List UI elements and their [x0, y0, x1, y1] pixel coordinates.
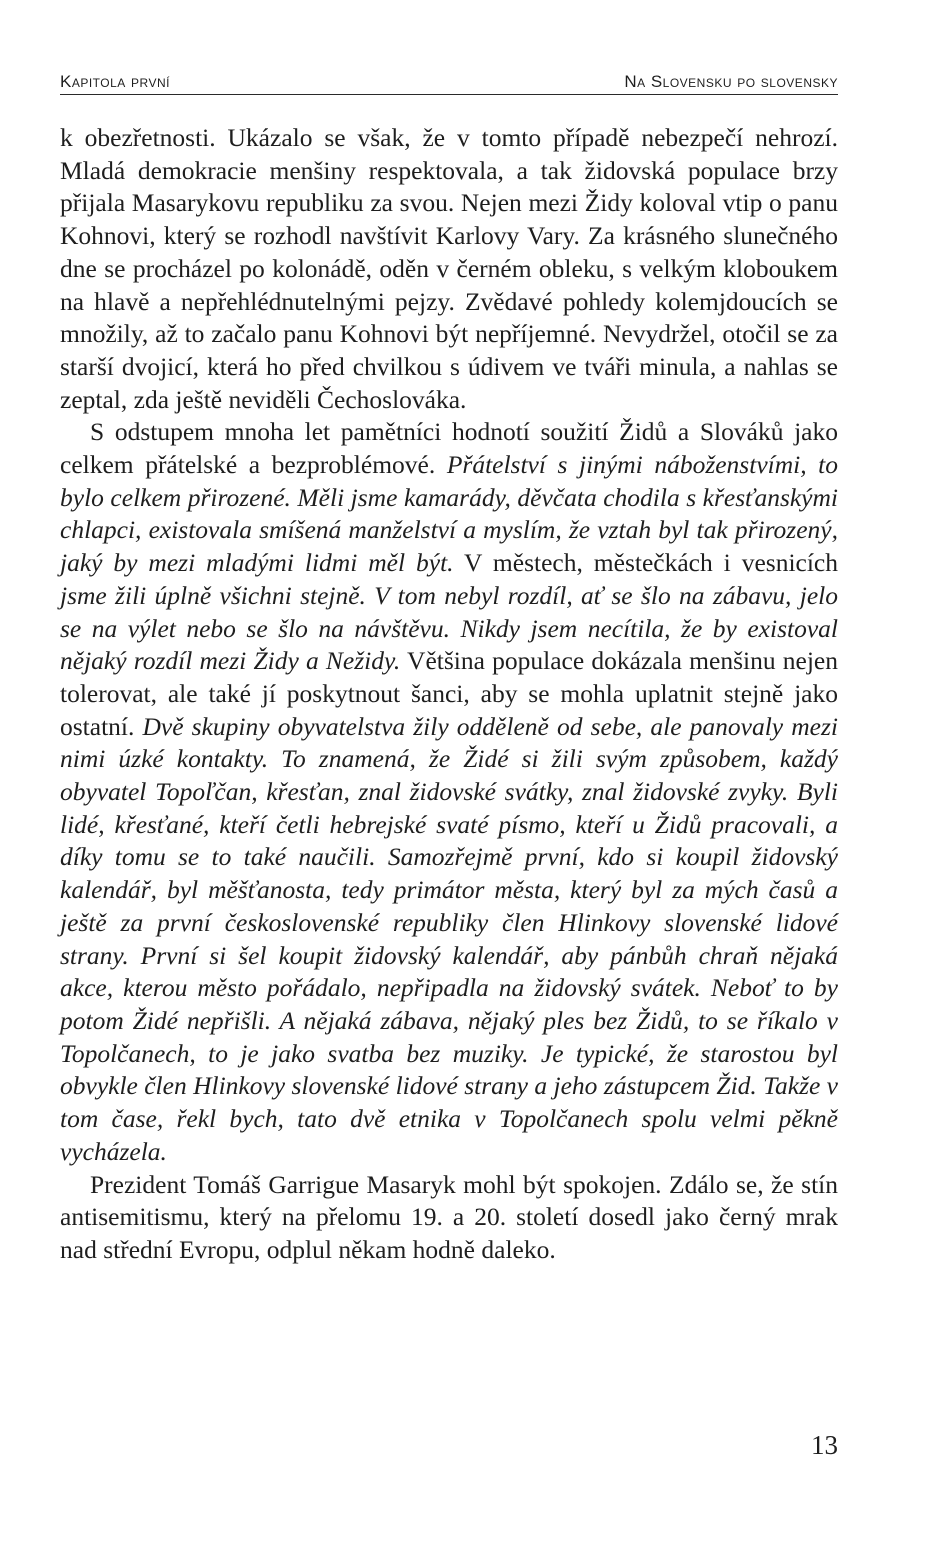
text-run: Prezident Tomáš Garrigue Masaryk mohl být spokojen. Zdálo se, že stín antisemitismu, který na přelomu 19. a 20. století dosedl jako černý mrak nad střední Evropu, odplul někam hodně daleko. [60, 1169, 838, 1264]
text-run: Většina populace dokázala menšinu nejen tolerovat, ale také jí poskytnout šanci, aby se mohla uplatnit stejně jako ostatní. [60, 646, 838, 741]
body-text [60, 122, 838, 1267]
paragraph [60, 416, 838, 1168]
paragraph [60, 122, 838, 416]
italic-quote: jsme žili úplně všichni stejně. V tom nebyl rozdíl, ať se šlo na zábavu, jelo se na výlet nebo se šlo na návštěvu. Nikdy jsem necítila, že by existoval nějaký rozdíl mezi Židy a Nežidy. [60, 580, 838, 676]
italic-quote: Dvě skupiny obyvatelstva žily odděleně od sebe, ale panovaly mezi nimi úzké kontakty. To znamená, že Židé si žili svým způsobem, každý obyvatel Topoľčan, křesťan, znal židovské svátky, znal židovské zvyky. Byli lidé, křesťané, kteří četli hebrejské svaté písmo, kteří u Židů pracovali, a díky tomu se to také naučili. Samozřejmě první, kdo si koupil židovský kalendář, byl měšťanosta, tedy primátor města, který byl za mých časů a ještě za první československé republiky člen Hlinkovy slovenské lidové strany. První si šel koupit židovský kalendář, aby pánbůh chraň nějaká akce, kterou město pořádalo, nepřipadla na židovský svátek. Neboť to by potom Židé nepřišli. A nějaká zábava, nějaký ples bez Židů, to se říkalo v Topolčanech, to je jako svatba bez muziky. Je typické, že starostou byl obvykle člen Hlinkovy slovenské lidové strany a jeho zástupcem Žid. Takže v tom čase, řekl bych, tato dvě etnika v Topolčanech spolu velmi pěkně vycházela. [60, 711, 838, 1166]
text-run: k obezřetnosti. Ukázalo se však, že v tomto případě nebezpečí nehrozí. Mladá demokracie menšiny respektovala, a tak židovská populace brzy přijala Masarykovu republiku za svou. Nejen mezi Židy koloval vtip o panu Kohnovi, který se rozhodl navštívit Karlovy Vary. Za krásného slunečného dne se procházel po kolonádě, oděn v černém obleku, s velkým kloboukem na hlavě a nepřehlédnutelnými pejzy. Zvědavé pohledy kolemjdoucích se množily, až to začalo panu Kohnovi být nepříjemné. Nevydržel, otočil se za starší dvojicí, která ho před chvilkou s údivem ve tváři minula, a nahlas se zeptal, zda ještě neviděli Čechoslováka. [60, 123, 838, 414]
paragraph [60, 1169, 838, 1267]
chapter-title: Kapitola první [60, 72, 170, 91]
page-number: 13 [811, 1430, 838, 1460]
italic-quote: Přátelství s jinými náboženstvími, to bylo celkem přirozené. Měli jsme kamarády, děvčata chodila s křesťanskými chlapci, existovala smíšená manželství a myslím, že vztah byl tak přirozený, jaký by mezi mladými lidmi měl být. [60, 450, 838, 578]
section-title: Na Slovensku po slovensky [624, 72, 838, 91]
text-run: V městech, městečkách i vesnicích [453, 548, 839, 578]
text-run: S odstupem mnoha let pamětníci hodnotí soužití Židů a Slováků jako celkem přátelské a bezproblémové. [60, 417, 838, 480]
running-header [60, 64, 838, 95]
